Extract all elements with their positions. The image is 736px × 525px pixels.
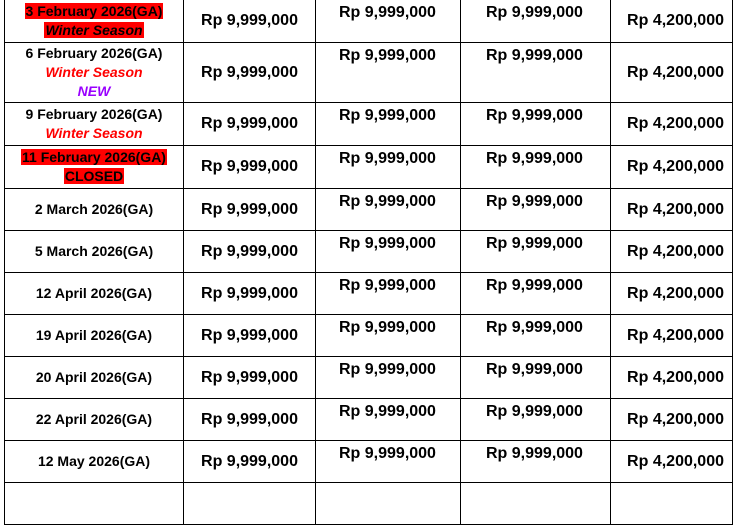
departure-date: 19 April 2026(GA) [5,315,184,357]
price-cell: Rp 9,999,000 [184,43,316,103]
price-cell: Rp 9,999,000 [461,273,611,315]
table-row [5,273,733,315]
price-cell: Rp 9,999,000 [461,231,611,273]
price-cell: Rp 9,999,000 [316,357,461,399]
price-cell: Rp 9,999,000 [461,357,611,399]
table-row [5,43,733,103]
price-cell: Rp 9,999,000 [461,0,611,43]
departure-date-cell [5,146,184,189]
departure-date: 3 February 2026(GA) [25,3,163,19]
season-note: Winter Season [45,22,143,38]
table-row [5,315,733,357]
price-cell: Rp 9,999,000 [461,315,611,357]
price-cell: Rp 9,999,000 [316,103,461,146]
departure-date-cell [5,0,184,43]
price-cell: Rp 9,999,000 [461,189,611,231]
departure-date [5,483,184,525]
table-row [5,0,733,43]
price-cell: Rp 9,999,000 [316,315,461,357]
table-row [5,441,733,483]
departure-date-cell [5,103,184,146]
price-cell: Rp 9,999,000 [184,189,316,231]
table-row [5,189,733,231]
price-cell: Rp 9,999,000 [316,399,461,441]
price-cell: Rp 4,200,000 [611,146,733,189]
price-cell: Rp 9,999,000 [316,146,461,189]
departure-date: 2 March 2026(GA) [5,189,184,231]
departure-date: 12 May 2026(GA) [5,441,184,483]
price-cell: Rp 9,999,000 [461,441,611,483]
departure-date: 11 February 2026(GA) [22,149,166,165]
price-cell: Rp 4,200,000 [611,357,733,399]
price-cell: Rp 9,999,000 [184,231,316,273]
price-cell: Rp 9,999,000 [461,43,611,103]
table-row [5,483,733,525]
price-cell: Rp 9,999,000 [184,273,316,315]
price-cell: Rp 9,999,000 [184,357,316,399]
price-cell [611,483,733,525]
price-cell: Rp 9,999,000 [461,103,611,146]
departure-date: 22 April 2026(GA) [5,399,184,441]
price-cell: Rp 9,999,000 [316,231,461,273]
price-cell: Rp 4,200,000 [611,103,733,146]
table-row [5,399,733,441]
tour-price-table [4,0,733,525]
departure-date-cell [5,43,184,103]
price-cell [316,483,461,525]
price-cell: Rp 4,200,000 [611,0,733,43]
price-cell: Rp 9,999,000 [184,146,316,189]
season-note: Winter Season [45,64,143,80]
price-cell: Rp 9,999,000 [461,146,611,189]
departure-date: 6 February 2026(GA) [25,45,163,61]
table-row [5,357,733,399]
price-cell: Rp 4,200,000 [611,43,733,103]
price-cell: Rp 9,999,000 [184,315,316,357]
price-cell: Rp 4,200,000 [611,273,733,315]
new-badge: NEW [77,83,111,99]
table-row [5,103,733,146]
price-cell: Rp 4,200,000 [611,315,733,357]
price-cell: Rp 9,999,000 [184,399,316,441]
price-cell: Rp 4,200,000 [611,231,733,273]
price-cell: Rp 9,999,000 [316,0,461,43]
price-cell: Rp 9,999,000 [461,399,611,441]
price-cell: Rp 9,999,000 [316,43,461,103]
closed-status: CLOSED [64,168,124,184]
price-cell: Rp 9,999,000 [184,0,316,43]
price-cell: Rp 9,999,000 [316,441,461,483]
table-row [5,146,733,189]
departure-date: 20 April 2026(GA) [5,357,184,399]
price-cell [461,483,611,525]
price-cell: Rp 9,999,000 [316,189,461,231]
price-cell: Rp 9,999,000 [184,103,316,146]
price-cell: Rp 9,999,000 [184,441,316,483]
price-cell: Rp 4,200,000 [611,189,733,231]
price-cell [184,483,316,525]
price-cell: Rp 4,200,000 [611,441,733,483]
price-cell: Rp 4,200,000 [611,399,733,441]
season-note: Winter Season [45,125,143,141]
price-cell: Rp 9,999,000 [316,273,461,315]
departure-date: 9 February 2026(GA) [25,106,163,122]
departure-date: 5 March 2026(GA) [5,231,184,273]
departure-date: 12 April 2026(GA) [5,273,184,315]
table-row [5,231,733,273]
